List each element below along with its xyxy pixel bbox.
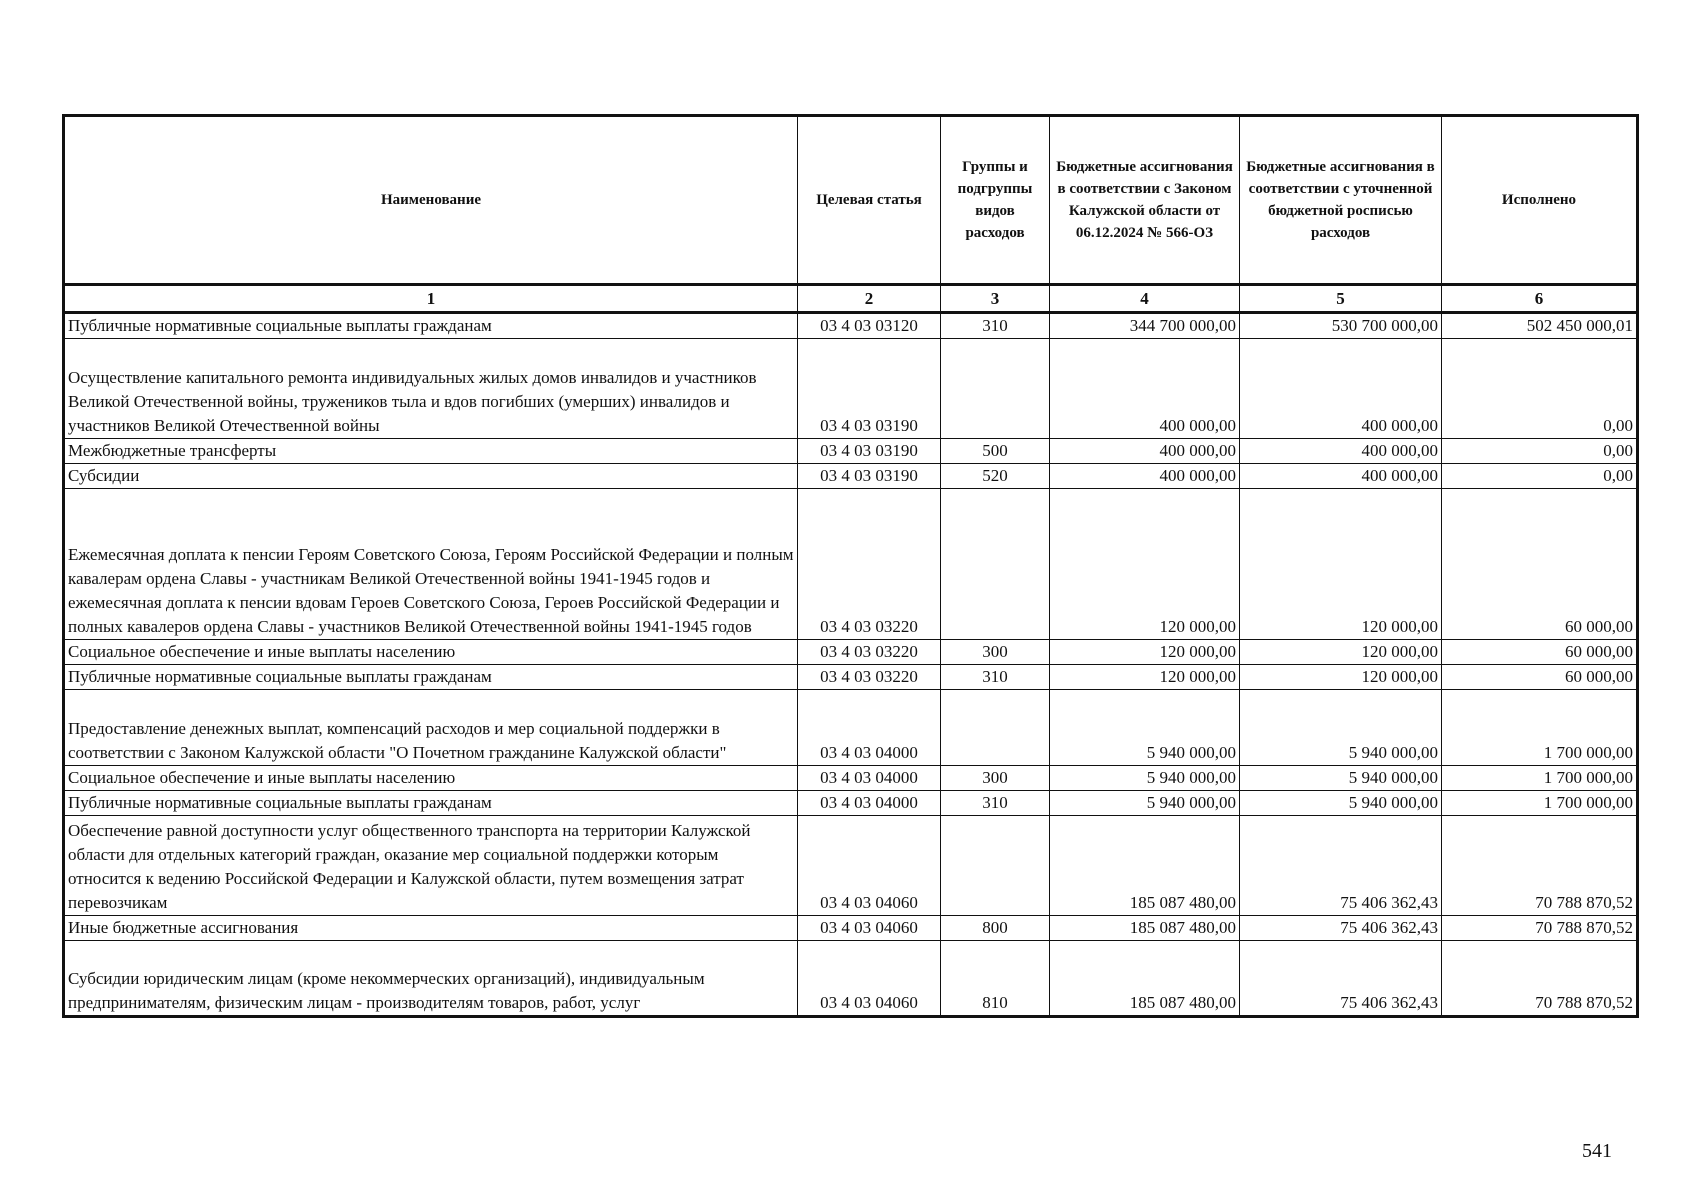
row-executed-amount: 502 450 000,01 — [1442, 313, 1638, 339]
row-law-amount: 120 000,00 — [1050, 665, 1240, 690]
row-revised-amount: 120 000,00 — [1240, 665, 1442, 690]
table-header-row — [64, 116, 1638, 285]
row-name: Ежемесячная доплата к пенсии Героям Советского Союза, Героям Российской Федерации и полным кавалерам ордена Славы - участникам Великой Отечественной войны 1941-1945 годов и ежемесячная доплата к пенсии вдовам Героев Советского Союза, Героев Российской Федерации и полных кавалеров ордена Славы - участников Великой Отечественной войны 1941-1945 годов — [64, 489, 798, 640]
column-number: 1 — [64, 285, 798, 313]
column-number-row — [64, 285, 1638, 313]
row-target-article: 03 4 03 03220 — [798, 640, 941, 665]
row-expense-group — [941, 690, 1050, 766]
row-law-amount: 120 000,00 — [1050, 489, 1240, 640]
header-expense-groups: Группы и подгруппы видов расходов — [941, 116, 1050, 285]
table-row — [64, 464, 1638, 489]
row-revised-amount: 75 406 362,43 — [1240, 941, 1442, 1017]
row-revised-amount: 400 000,00 — [1240, 339, 1442, 439]
table-row — [64, 941, 1638, 1017]
row-law-amount: 400 000,00 — [1050, 439, 1240, 464]
column-number: 5 — [1240, 285, 1442, 313]
header-revised-appropriations: Бюджетные ассигнования в соответствии с уточненной бюджетной росписью расходов — [1240, 116, 1442, 285]
row-law-amount: 5 940 000,00 — [1050, 766, 1240, 791]
row-law-amount: 185 087 480,00 — [1050, 816, 1240, 916]
column-number: 4 — [1050, 285, 1240, 313]
row-executed-amount: 1 700 000,00 — [1442, 690, 1638, 766]
row-revised-amount: 5 940 000,00 — [1240, 791, 1442, 816]
row-law-amount: 400 000,00 — [1050, 339, 1240, 439]
row-revised-amount: 530 700 000,00 — [1240, 313, 1442, 339]
row-executed-amount: 1 700 000,00 — [1442, 791, 1638, 816]
row-name: Публичные нормативные социальные выплаты гражданам — [64, 313, 798, 339]
row-expense-group: 300 — [941, 640, 1050, 665]
row-target-article: 03 4 03 03220 — [798, 665, 941, 690]
row-name: Публичные нормативные социальные выплаты гражданам — [64, 791, 798, 816]
row-name: Публичные нормативные социальные выплаты гражданам — [64, 665, 798, 690]
row-expense-group — [941, 816, 1050, 916]
budget-table — [62, 114, 1639, 1018]
row-target-article: 03 4 03 03190 — [798, 439, 941, 464]
row-executed-amount: 0,00 — [1442, 464, 1638, 489]
table-row — [64, 439, 1638, 464]
table-row — [64, 690, 1638, 766]
header-target-article: Целевая статья — [798, 116, 941, 285]
table-row — [64, 313, 1638, 339]
table-row — [64, 916, 1638, 941]
row-law-amount: 344 700 000,00 — [1050, 313, 1240, 339]
row-name: Предоставление денежных выплат, компенсаций расходов и мер социальной поддержки в соответствии с Законом Калужской области "О Почетном гражданине Калужской области" — [64, 690, 798, 766]
row-name: Социальное обеспечение и иные выплаты населению — [64, 640, 798, 665]
header-law-appropriations: Бюджетные ассигнования в соответствии с Законом Калужской области от 06.12.2024 № 566-ОЗ — [1050, 116, 1240, 285]
row-revised-amount: 400 000,00 — [1240, 439, 1442, 464]
table-row — [64, 791, 1638, 816]
row-revised-amount: 120 000,00 — [1240, 640, 1442, 665]
row-target-article: 03 4 03 04000 — [798, 690, 941, 766]
row-executed-amount: 70 788 870,52 — [1442, 816, 1638, 916]
table-row — [64, 489, 1638, 640]
column-number: 6 — [1442, 285, 1638, 313]
row-executed-amount: 70 788 870,52 — [1442, 916, 1638, 941]
row-expense-group: 520 — [941, 464, 1050, 489]
table-row — [64, 640, 1638, 665]
row-executed-amount: 1 700 000,00 — [1442, 766, 1638, 791]
table-row — [64, 665, 1638, 690]
row-target-article: 03 4 03 04060 — [798, 816, 941, 916]
header-executed: Исполнено — [1442, 116, 1638, 285]
row-executed-amount: 0,00 — [1442, 339, 1638, 439]
row-name: Социальное обеспечение и иные выплаты населению — [64, 766, 798, 791]
row-revised-amount: 400 000,00 — [1240, 464, 1442, 489]
column-number: 2 — [798, 285, 941, 313]
row-expense-group: 300 — [941, 766, 1050, 791]
table-row — [64, 339, 1638, 439]
row-name: Иные бюджетные ассигнования — [64, 916, 798, 941]
row-target-article: 03 4 03 04000 — [798, 791, 941, 816]
row-executed-amount: 60 000,00 — [1442, 665, 1638, 690]
header-name: Наименование — [64, 116, 798, 285]
row-target-article: 03 4 03 03220 — [798, 489, 941, 640]
row-expense-group: 500 — [941, 439, 1050, 464]
row-revised-amount: 75 406 362,43 — [1240, 916, 1442, 941]
row-law-amount: 5 940 000,00 — [1050, 791, 1240, 816]
row-law-amount: 400 000,00 — [1050, 464, 1240, 489]
row-revised-amount: 75 406 362,43 — [1240, 816, 1442, 916]
row-executed-amount: 0,00 — [1442, 439, 1638, 464]
row-expense-group — [941, 339, 1050, 439]
row-target-article: 03 4 03 04060 — [798, 941, 941, 1017]
row-expense-group: 310 — [941, 665, 1050, 690]
row-name: Осуществление капитального ремонта индивидуальных жилых домов инвалидов и участников Великой Отечественной войны, тружеников тыла и вдов погибших (умерших) инвалидов и участников Великой Отечественной войны — [64, 339, 798, 439]
table-row — [64, 766, 1638, 791]
row-name: Субсидии — [64, 464, 798, 489]
row-target-article: 03 4 03 03190 — [798, 339, 941, 439]
row-target-article: 03 4 03 04000 — [798, 766, 941, 791]
row-expense-group: 310 — [941, 791, 1050, 816]
row-target-article: 03 4 03 03190 — [798, 464, 941, 489]
row-executed-amount: 60 000,00 — [1442, 489, 1638, 640]
row-expense-group: 310 — [941, 313, 1050, 339]
row-expense-group: 800 — [941, 916, 1050, 941]
page-number: 541 — [1582, 1140, 1612, 1162]
row-executed-amount: 60 000,00 — [1442, 640, 1638, 665]
row-law-amount: 120 000,00 — [1050, 640, 1240, 665]
row-target-article: 03 4 03 03120 — [798, 313, 941, 339]
row-law-amount: 185 087 480,00 — [1050, 941, 1240, 1017]
row-name: Обеспечение равной доступности услуг общественного транспорта на территории Калужской области для отдельных категорий граждан, оказание мер социальной поддержки которым относится к ведению Российской Федерации и Калужской области, путем возмещения затрат перевозчикам — [64, 816, 798, 916]
row-law-amount: 5 940 000,00 — [1050, 690, 1240, 766]
row-law-amount: 185 087 480,00 — [1050, 916, 1240, 941]
row-expense-group — [941, 489, 1050, 640]
row-name: Межбюджетные трансферты — [64, 439, 798, 464]
row-revised-amount: 120 000,00 — [1240, 489, 1442, 640]
row-name: Субсидии юридическим лицам (кроме некоммерческих организаций), индивидуальным предпринимателям, физическим лицам - производителям товаров, работ, услуг — [64, 941, 798, 1017]
row-target-article: 03 4 03 04060 — [798, 916, 941, 941]
row-revised-amount: 5 940 000,00 — [1240, 690, 1442, 766]
row-revised-amount: 5 940 000,00 — [1240, 766, 1442, 791]
row-executed-amount: 70 788 870,52 — [1442, 941, 1638, 1017]
column-number: 3 — [941, 285, 1050, 313]
row-expense-group: 810 — [941, 941, 1050, 1017]
table-row — [64, 816, 1638, 916]
